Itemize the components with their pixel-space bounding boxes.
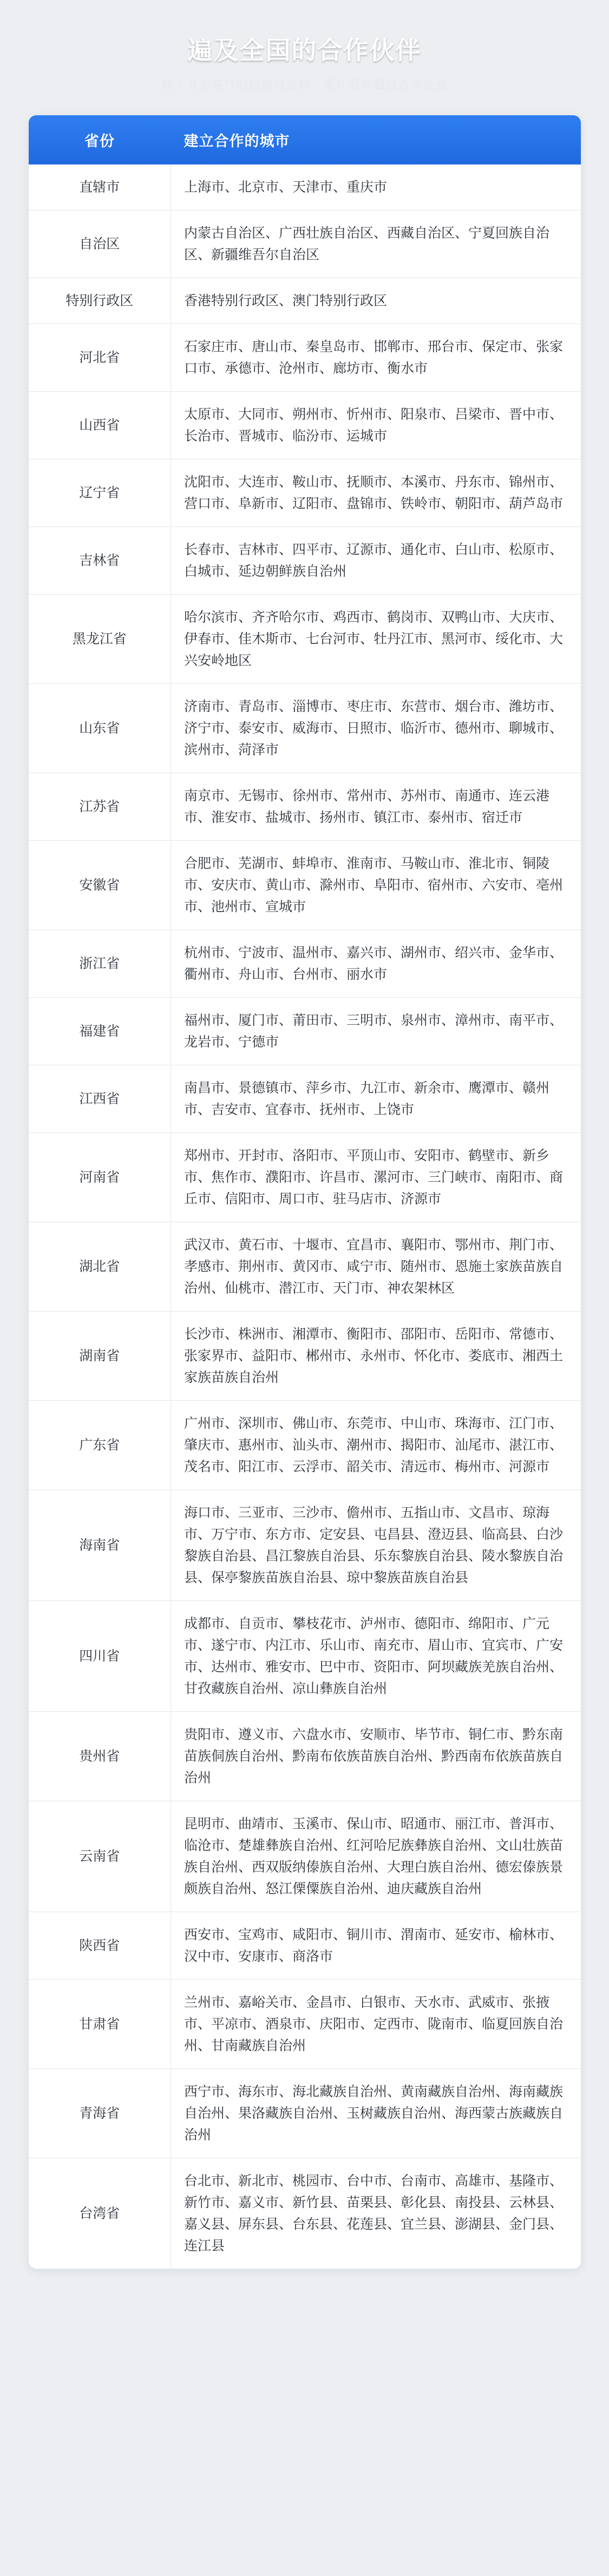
table-row [29,278,581,324]
cell-province: 青海省 [29,2068,171,2158]
table-row [29,1400,581,1490]
cell-cities: 广州市、深圳市、佛山市、东莞市、中山市、珠海市、江门市、肇庆市、惠州市、汕头市、潮州市、揭阳市、汕尾市、湛江市、茂名市、阳江市、云浮市、韶关市、清远市、梅州市、河源市 [171,1400,581,1490]
partners-table [29,115,581,2269]
cell-cities: 昆明市、曲靖市、玉溪市、保山市、昭通市、丽江市、普洱市、临沧市、楚雄彝族自治州、红河哈尼族彝族自治州、文山壮族苗族自治州、西双版纳傣族自治州、大理白族自治州、德宏傣族景颇族自治州、怒江傈僳族自治州、迪庆藏族自治州 [171,1801,581,1912]
partners-table-container [29,115,581,2269]
cell-cities: 香港特别行政区、澳门特别行政区 [171,278,581,324]
cell-cities: 合肥市、芜湖市、蚌埠市、淮南市、马鞍山市、淮北市、铜陵市、安庆市、黄山市、滁州市、阜阳市、宿州市、六安市、亳州市、池州市、宣城市 [171,840,581,930]
cell-province: 江苏省 [29,773,171,840]
cell-province: 河北省 [29,324,171,391]
page-subtitle: 数十万家客户的信赖与选择，累计服务超过万家企业 [161,77,448,91]
cell-cities: 海口市、三亚市、三沙市、儋州市、五指山市、文昌市、琼海市、万宁市、东方市、定安县、屯昌县、澄迈县、临高县、白沙黎族自治县、昌江黎族自治县、乐东黎族自治县、陵水黎族自治县、保亭黎族苗族自治县、琼中黎族苗族自治县 [171,1490,581,1600]
cell-province: 山西省 [29,391,171,459]
table-row [29,1222,581,1311]
table-row [29,594,581,683]
cell-province: 湖北省 [29,1222,171,1311]
cell-province: 特别行政区 [29,278,171,324]
table-row [29,1600,581,1711]
table-row [29,210,581,278]
cell-province: 浙江省 [29,930,171,997]
cell-cities: 福州市、厦门市、莆田市、三明市、泉州市、漳州市、南平市、龙岩市、宁德市 [171,997,581,1065]
table-row [29,1711,581,1801]
cell-province: 自治区 [29,210,171,278]
table-row [29,1311,581,1400]
cell-province: 安徽省 [29,840,171,930]
table-row [29,1132,581,1222]
cell-cities: 兰州市、嘉峪关市、金昌市、白银市、天水市、武威市、张掖市、平凉市、酒泉市、庆阳市、定西市、陇南市、临夏回族自治州、甘南藏族自治州 [171,1979,581,2068]
table-row [29,1490,581,1600]
table-body [29,164,581,2269]
cell-province: 四川省 [29,1600,171,1711]
cell-province: 台湾省 [29,2158,171,2269]
cell-province: 江西省 [29,1065,171,1132]
cell-cities: 贵阳市、遵义市、六盘水市、安顺市、毕节市、铜仁市、黔东南苗族侗族自治州、黔南布依族苗族自治州、黔西南布依族苗族自治州 [171,1711,581,1801]
table-row [29,840,581,930]
table-row [29,930,581,997]
cell-province: 甘肃省 [29,1979,171,2068]
cell-cities: 台北市、新北市、桃园市、台中市、台南市、高雄市、基隆市、新竹市、嘉义市、新竹县、苗栗县、彰化县、南投县、云林县、嘉义县、屏东县、台东县、花莲县、宜兰县、澎湖县、金门县、连江县 [184,2173,564,2254]
table-row [29,391,581,459]
table-header [29,115,581,164]
cell-cities: 杭州市、宁波市、温州市、嘉兴市、湖州市、绍兴市、金华市、衢州市、舟山市、台州市、丽水市 [171,930,581,997]
page-title: 遍及全国的合作伙伴 [187,36,422,64]
cell-cities: 成都市、自贡市、攀枝花市、泸州市、德阳市、绵阳市、广元市、遂宁市、内江市、乐山市、南充市、眉山市、宜宾市、广安市、达州市、雅安市、巴中市、资阳市、阿坝藏族羌族自治州、甘孜藏族自治州、凉山彝族自治州 [171,1600,581,1711]
table-row [29,1065,581,1132]
cell-province: 海南省 [29,1490,171,1600]
table-row [29,997,581,1065]
cell-cities: 长春市、吉林市、四平市、辽源市、通化市、白山市、松原市、白城市、延边朝鲜族自治州 [171,526,581,594]
cell-cities: 南昌市、景德镇市、萍乡市、九江市、新余市、鹰潭市、赣州市、吉安市、宜春市、抚州市、上饶市 [171,1065,581,1132]
table-row [29,1801,581,1912]
table-row [29,459,581,526]
cell-province: 湖南省 [29,1311,171,1400]
cell-cities: 西宁市、海东市、海北藏族自治州、黄南藏族自治州、海南藏族自治州、果洛藏族自治州、玉树藏族自治州、海西蒙古族藏族自治州 [171,2068,581,2158]
table-row [29,164,581,210]
table-row [29,2068,581,2158]
table-row [29,683,581,773]
cell-province: 河南省 [29,1132,171,1222]
cell-cities: 长沙市、株洲市、湘潭市、衡阳市、邵阳市、岳阳市、常德市、张家界市、益阳市、郴州市、永州市、怀化市、娄底市、湘西土家族苗族自治州 [171,1311,581,1400]
cell-cities: 太原市、大同市、朔州市、忻州市、阳泉市、吕梁市、晋中市、长治市、晋城市、临汾市、运城市 [171,391,581,459]
table-row [29,526,581,594]
cell-province: 辽宁省 [29,459,171,526]
cell-province: 吉林省 [29,526,171,594]
table-row [29,1912,581,1979]
cell-cities: 武汉市、黄石市、十堰市、宜昌市、襄阳市、鄂州市、荆门市、孝感市、荆州市、黄冈市、咸宁市、随州市、恩施土家族苗族自治州、仙桃市、潜江市、天门市、神农架林区 [171,1222,581,1311]
cell-cities: 郑州市、开封市、洛阳市、平顶山市、安阳市、鹤壁市、新乡市、焦作市、濮阳市、许昌市、漯河市、三门峡市、南阳市、商丘市、信阳市、周口市、驻马店市、济源市 [171,1132,581,1222]
page-header [0,0,609,98]
table-row [29,1979,581,2068]
cell-province: 贵州省 [29,1711,171,1801]
cell-province: 福建省 [29,997,171,1065]
cell-province: 广东省 [29,1400,171,1490]
cell-cities: 南京市、无锡市、徐州市、常州市、苏州市、南通市、连云港市、淮安市、盐城市、扬州市、镇江市、泰州市、宿迁市 [171,773,581,840]
table-header-row [29,115,581,164]
cell-province: 陕西省 [29,1912,171,1979]
table-row [29,324,581,391]
column-header-province: 省份 [29,115,171,164]
cell-province: 山东省 [29,683,171,773]
table-row [29,2158,581,2269]
cell-province: 黑龙江省 [29,594,171,683]
cell-province: 云南省 [29,1801,171,1912]
cell-province: 直辖市 [29,164,171,210]
cell-cities: 沈阳市、大连市、鞍山市、抚顺市、本溪市、丹东市、锦州市、营口市、阜新市、辽阳市、盘锦市、铁岭市、朝阳市、葫芦岛市 [171,459,581,526]
cell-cities: 石家庄市、唐山市、秦皇岛市、邯郸市、邢台市、保定市、张家口市、承德市、沧州市、廊坊市、衡水市 [171,324,581,391]
cell-cities: 哈尔滨市、齐齐哈尔市、鸡西市、鹤岗市、双鸭山市、大庆市、伊春市、佳木斯市、七台河市、牡丹江市、黑河市、绥化市、大兴安岭地区 [171,594,581,683]
column-header-cities: 建立合作的城市 [171,115,581,164]
table-row [29,773,581,840]
cell-cities: 西安市、宝鸡市、咸阳市、铜川市、渭南市、延安市、榆林市、汉中市、安康市、商洛市 [171,1912,581,1979]
cell-cities: 内蒙古自治区、广西壮族自治区、西藏自治区、宁夏回族自治区、新疆维吾尔自治区 [171,210,581,278]
cell-cities: 上海市、北京市、天津市、重庆市 [171,164,581,210]
cell-cities: 济南市、青岛市、淄博市、枣庄市、东营市、烟台市、潍坊市、济宁市、泰安市、威海市、日照市、临沂市、德州市、聊城市、滨州市、菏泽市 [171,683,581,773]
